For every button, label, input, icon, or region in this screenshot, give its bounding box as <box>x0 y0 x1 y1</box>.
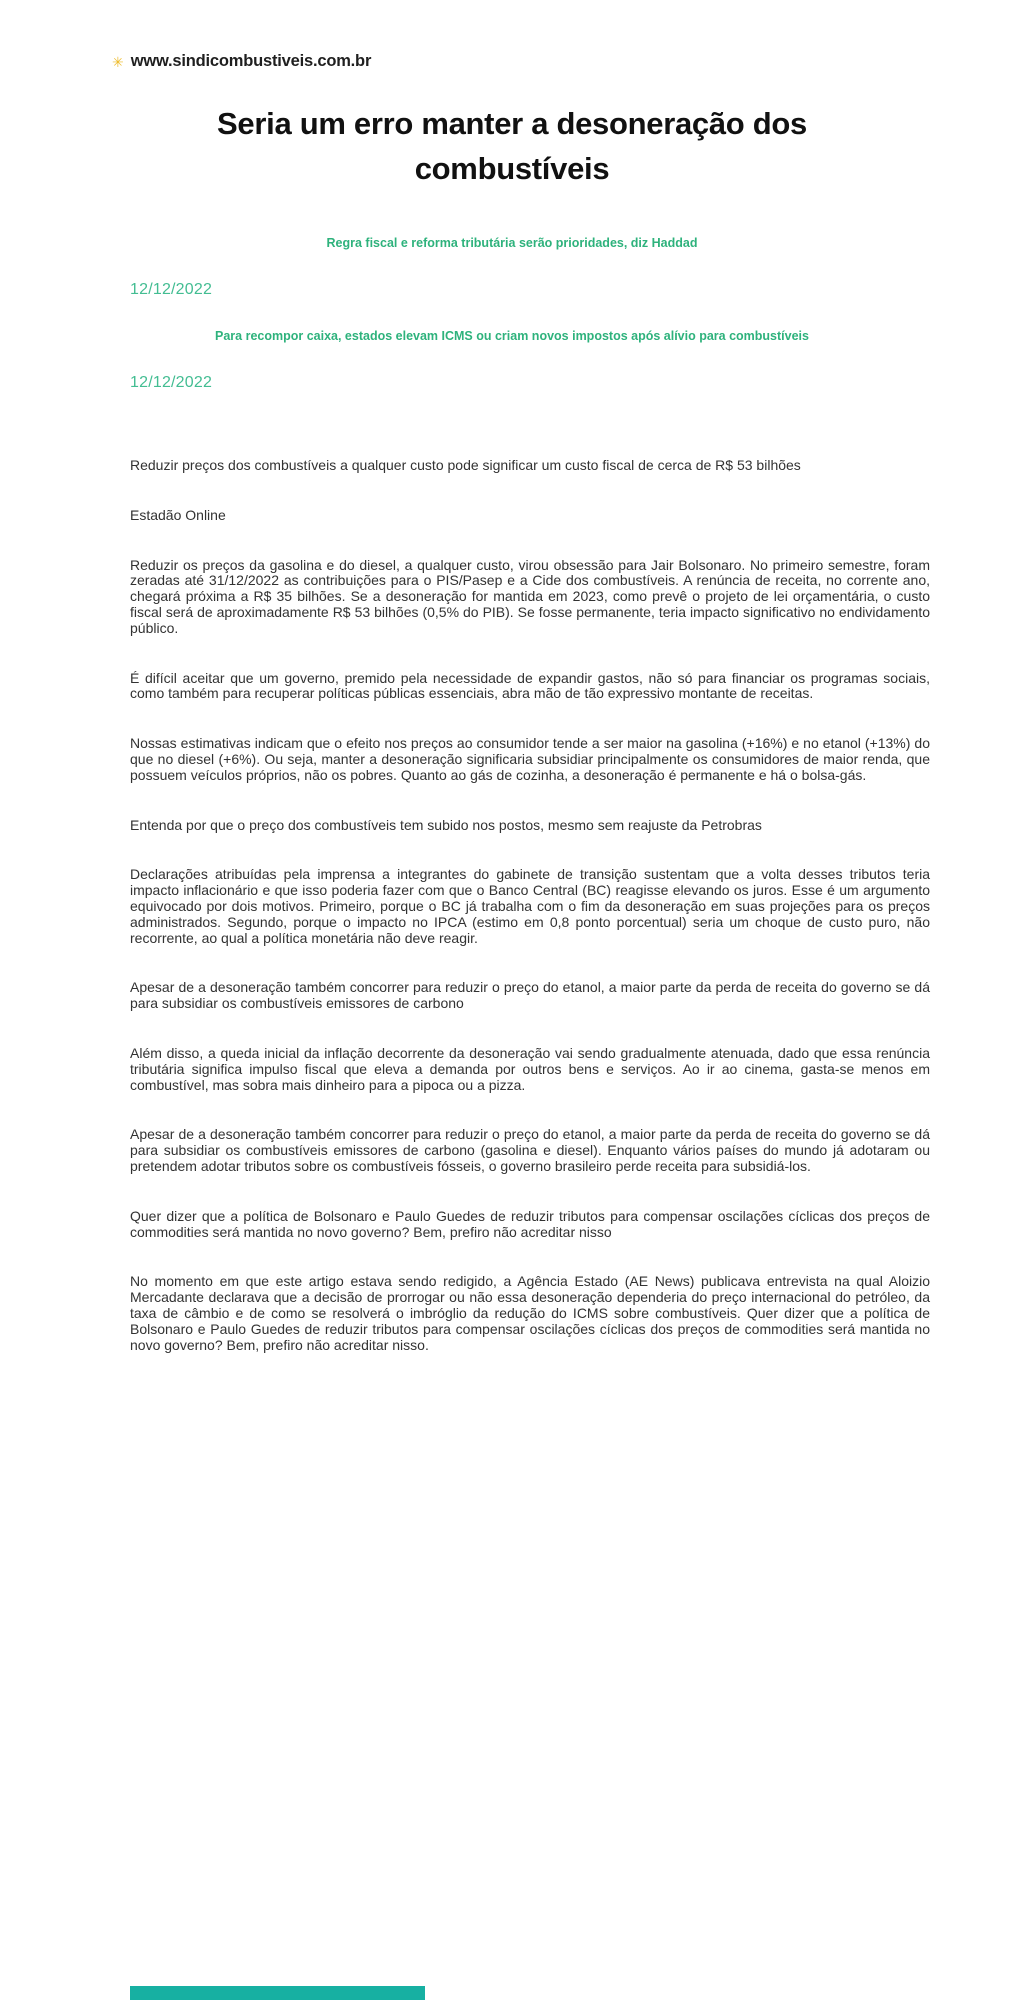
article-paragraph: No momento em que este artigo estava sendo redigido, a Agência Estado (AE News) publicava entrevista na qual Aloizio Mercadante declarava que a decisão de prorrogar ou não essa desoneração dependeria do preço internacional do petróleo, da taxa de câmbio e de como se resolverá o imbróglio da redução do ICMS sobre combustíveis. Quer dizer que a política de Bolsonaro e Paulo Guedes de reduzir tributos para compensar oscilações cíclicas dos preços de commodities será mantida no novo governo? Bem, prefiro não acreditar nisso. <box>130 1273 930 1353</box>
related-link-1[interactable]: Regra fiscal e reforma tributária serão prioridades, diz Haddad <box>326 236 698 250</box>
related-link-1-date: 12/12/2022 <box>130 281 213 298</box>
article-paragraph: Entenda por que o preço dos combustíveis tem subido nos postos, mesmo sem reajuste da Petrobras <box>130 816 762 833</box>
site-url[interactable]: www.sindicombustiveis.com.br <box>130 52 372 70</box>
related-link-2[interactable]: Para recompor caixa, estados elevam ICMS ou criam novos impostos após alívio para combustíveis <box>215 329 809 343</box>
article-paragraph: Declarações atribuídas pela imprensa a integrantes do gabinete de transição sustentam que a volta desses tributos teria impacto inflacionário e que isso poderia fazer com que o Banco Central (BC) reagisse elevando os juros. Esse é um argumento equivocado por dois motivos. Primeiro, porque o BC já trabalha com o fim da desoneração em suas projeções para os preços administrados. Segundo, porque o impacto no IPCA (estimo em 0,8 ponto porcentual) seria um choque de custo puro, não recorrente, ao qual a política monetária não deve reagir. <box>130 866 930 946</box>
footer-bar <box>130 1986 425 2000</box>
site-header <box>112 52 1024 71</box>
sunburst-favicon-icon: ✳ <box>112 53 124 70</box>
related-link-2-date: 12/12/2022 <box>130 374 213 391</box>
article-lede: Reduzir preços dos combustíveis a qualquer custo pode significar um custo fiscal de cerca de R$ 53 bilhões <box>130 457 801 473</box>
article-paragraph: Nossas estimativas indicam que o efeito nos preços ao consumidor tende a ser maior na gasolina (+16%) e no etanol (+13%) do que no diesel (+6%). Ou seja, manter a desoneração significaria subsidiar principalmente os consumidores de maior renda, que possuem veículos próprios, não os pobres. Quanto ao gás de cozinha, a desoneração é permanente e há o bolsa-gás. <box>130 735 930 783</box>
article-paragraph: Apesar de a desoneração também concorrer para reduzir o preço do etanol, a maior parte da perda de receita do governo se dá para subsidiar os combustíveis emissores de carbono (gasolina e diesel). Enquanto vários países do mundo já adotaram ou pretendem adotar tributos sobre os combustíveis fósseis, o governo brasileiro perde receita para subsidiá-los. <box>130 1126 930 1174</box>
article-paragraph: Quer dizer que a política de Bolsonaro e Paulo Guedes de reduzir tributos para compensar oscilações cíclicas dos preços de commodities será mantida no novo governo? Bem, prefiro não acreditar nisso <box>130 1207 930 1240</box>
article-paragraph: Reduzir os preços da gasolina e do diesel, a qualquer custo, virou obsessão para Jair Bolsonaro. No primeiro semestre, foram zeradas até 31/12/2022 as contribuições para o PIS/Pasep e a Cide dos combustíveis. A renúncia de receita, no corrente ano, chegará próxima a R$ 35 bilhões. Se a desoneração for mantida em 2023, como prevê o projeto de lei orçamentária, o custo fiscal será de aproximadamente R$ 53 bilhões (0,5% do PIB). Se fosse permanente, teria impacto significativo no endividamento público. <box>130 556 930 636</box>
article-body <box>130 458 930 1353</box>
article-source: Estadão Online <box>130 506 226 523</box>
article-paragraph: Apesar de a desoneração também concorrer para reduzir o preço do etanol, a maior parte da perda de receita do governo se dá para subsidiar os combustíveis emissores de carbono <box>130 979 930 1012</box>
article-title: Seria um erro manter a desoneração dos combustíveis <box>217 106 807 186</box>
article-paragraph: Além disso, a queda inicial da inflação decorrente da desoneração vai sendo gradualmente atenuada, dado que essa renúncia tributária significa impulso fiscal que eleva a demanda por outros bens e serviços. Ao ir ao cinema, gasta-se menos em combustível, mas sobra mais dinheiro para a pipoca ou a pizza. <box>130 1044 930 1093</box>
article-paragraph: É difícil aceitar que um governo, premido pela necessidade de expandir gastos, não só para financiar os programas sociais, como também para recuperar políticas públicas essenciais, abra mão de tão expressivo montante de receitas. <box>130 669 930 702</box>
